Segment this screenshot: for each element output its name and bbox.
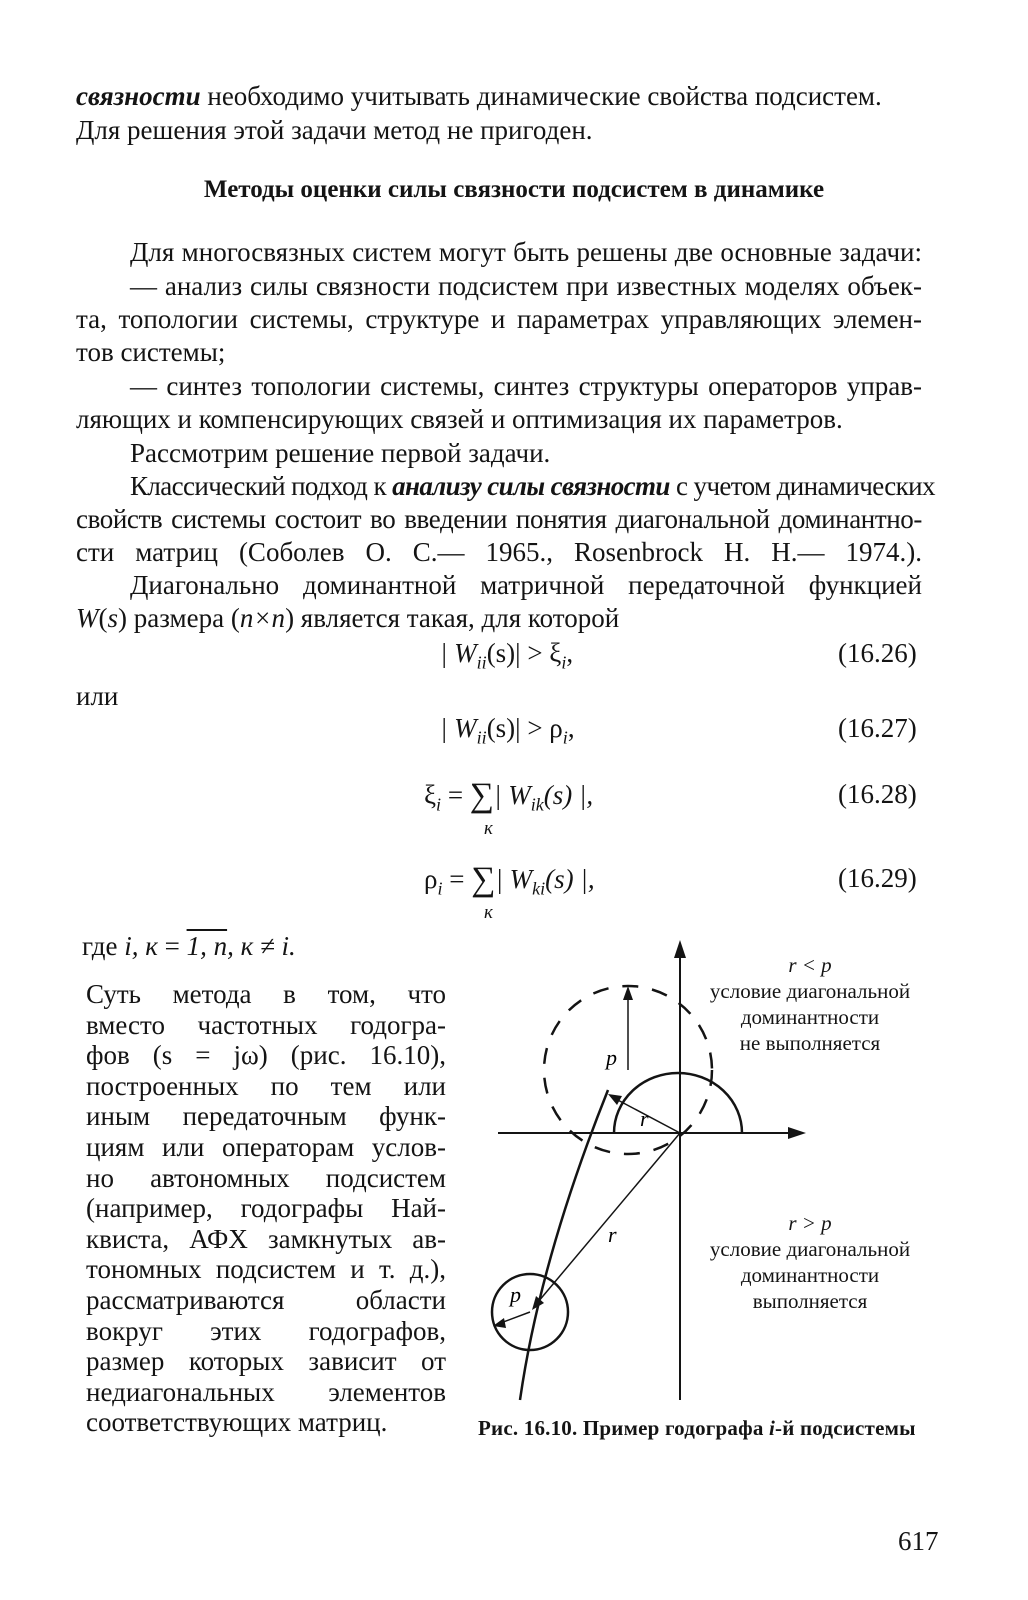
left-column-line: вместо частотных годогра-	[86, 1009, 446, 1040]
figure-annotation-bottom	[700, 1210, 920, 1314]
equation-16-29	[424, 862, 595, 904]
caption-i: i	[769, 1416, 776, 1440]
where-range: 1, n	[186, 931, 228, 961]
distance-r-bottom	[538, 1133, 680, 1302]
left-column-line: квиста, АФХ замкнутых ав-	[86, 1223, 446, 1254]
hodograph-curve	[520, 1090, 608, 1400]
eq3-lhs: ξ	[424, 780, 437, 810]
equation-number-16-28: (16.28)	[838, 779, 917, 809]
eq1-sub: ii	[476, 652, 487, 673]
p4-rest: ) является такая, для которой	[285, 603, 620, 633]
eq3-inner: | W	[494, 780, 531, 810]
eq4-sum-index: к	[484, 902, 493, 923]
where-cond: , к ≠ i.	[227, 931, 296, 961]
left-column-line: (например, годографы Най-	[86, 1193, 446, 1224]
eq1-arg: (s)| > ξ	[486, 638, 562, 668]
caption-text-b: -й подсистемы	[775, 1416, 916, 1440]
eq4-arg: (s) |,	[545, 864, 595, 894]
paragraph-3-line-3: сти матриц (Соболев О. С.— 1965., Rosenbrock H. H.— 1974.).	[76, 537, 922, 567]
intro-line-1-rest: необходимо учитывать динамические свойства подсистем.	[200, 81, 882, 111]
section-heading: Методы оценки силы связности подсистем в динамике	[203, 176, 825, 203]
left-column-line: недиагональных элементов	[86, 1376, 446, 1407]
eq4-sub: ki	[532, 878, 546, 899]
small-semicircle-arc	[614, 1073, 742, 1133]
left-column-line: циям или операторам услов-	[86, 1132, 446, 1162]
figure-caption	[478, 1416, 916, 1441]
left-column-line: тономных подсистем и т. д.),	[86, 1254, 446, 1285]
p4-w: W	[76, 603, 99, 633]
bullet-1-line-3: тов системы;	[76, 337, 226, 367]
paragraph-3-line-1	[130, 470, 935, 502]
annotation-top-line-2: доминантности	[740, 1005, 880, 1029]
eq4-subl: i	[437, 878, 443, 899]
intro-line-2: Для решения этой задачи метод не пригоден.	[76, 115, 593, 145]
eq2-arg: (s)| > ρ	[486, 713, 563, 743]
equation-16-28	[424, 778, 593, 820]
p4-nxn: n×n	[239, 603, 286, 633]
eq1-tail: ,	[566, 638, 574, 668]
intro-emphasis: связности	[76, 81, 201, 111]
eq3-sum: ∑	[469, 777, 495, 814]
eq4-sum: ∑	[471, 861, 496, 898]
label-r-top: r	[640, 1106, 649, 1131]
p4-size: ) размера (	[118, 603, 240, 633]
where-vars: i, к	[124, 931, 158, 961]
equation-16-26	[440, 637, 573, 678]
eq4-eq: =	[442, 864, 472, 894]
label-p-top: p	[606, 1045, 617, 1070]
eq3-sum-index: к	[484, 818, 493, 839]
equation-number-16-27: (16.27)	[838, 713, 917, 743]
where-eq: =	[157, 931, 187, 961]
annotation-bottom-line-2: доминантности	[740, 1263, 880, 1287]
eq1-subr: i	[561, 652, 567, 673]
eq3-subl: i	[436, 794, 442, 815]
left-column-line: соответствующих матриц.	[86, 1407, 388, 1438]
bullet-2-line-1: — синтез топологии системы, синтез структуры операторов управ-	[130, 371, 922, 401]
p4-s: s	[107, 603, 119, 633]
label-p-bottom: p	[510, 1282, 521, 1307]
equation-number-16-26: (16.26)	[838, 638, 917, 668]
vertical-axis-arrow	[674, 940, 686, 958]
eq2-sub: ii	[476, 727, 487, 748]
bullet-1-line-1: — анализ силы связности подсистем при известных моделях объек-	[130, 271, 922, 301]
left-column-line: фов (s = jω) (рис. 16.10),	[86, 1040, 446, 1071]
bullet-2-line-2: ляющих и компенсирующих связей и оптимизация их параметров.	[76, 404, 843, 434]
eq4-inner: | W	[495, 864, 533, 894]
p3-text-a: Классический подход к	[130, 471, 393, 501]
distance-r-top-arrow	[608, 1094, 622, 1105]
eq3-arg: (s) |,	[543, 780, 594, 810]
bullet-1-line-2: та, топологии системы, структуре и параметрах управляющих элемен-	[76, 304, 922, 334]
where-word: где	[82, 931, 125, 961]
annotation-top-line-3: не выполняется	[739, 1031, 881, 1055]
figure-annotation-top	[700, 952, 920, 1056]
paragraph-4-line-1: Диагонально доминантной матричной передаточной функцией	[130, 570, 922, 600]
eq3-eq: =	[441, 780, 470, 810]
eq2-lhs: | W	[440, 713, 477, 743]
eq3-sub: ik	[530, 794, 544, 815]
paragraph-1: Для многосвязных систем могут быть решены две основные задачи:	[130, 237, 922, 267]
left-column-line: иным передаточным функ-	[86, 1101, 446, 1132]
label-r-bottom: r	[608, 1222, 617, 1247]
annotation-bottom-line-1: условие диагональной	[709, 1237, 911, 1261]
radius-p-top-arrow	[623, 986, 633, 1000]
annotation-top-relation: r < p	[788, 953, 832, 977]
page-number: 617	[898, 1526, 939, 1556]
annotation-bottom-relation: r > p	[788, 1211, 832, 1235]
eq1-lhs: | W	[440, 638, 477, 668]
left-column-line: построенных по тем или	[86, 1070, 446, 1101]
p3-emphasis: анализу силы связности	[392, 471, 670, 501]
eq4-lhs: ρ	[424, 864, 438, 894]
equation-16-27	[440, 712, 575, 753]
annotation-top-line-1: условие диагональной	[709, 979, 911, 1003]
horizontal-axis-arrow	[788, 1127, 806, 1139]
paragraph-3-line-2: свойств системы состоит во введении понятия диагональной доминантно-	[76, 504, 922, 534]
where-line	[82, 930, 296, 962]
eq2-subr: i	[562, 727, 568, 748]
paragraph-2: Рассмотрим решение первой задачи.	[130, 438, 551, 468]
annotation-bottom-line-3: выполняется	[752, 1289, 868, 1313]
intro-line-1	[76, 80, 922, 112]
equation-number-16-29: (16.29)	[838, 863, 917, 893]
or-word: или	[76, 681, 119, 711]
left-column-line: но автономных подсистем	[86, 1162, 446, 1193]
left-column-line: Суть метода в том, что	[86, 979, 446, 1009]
caption-text-a: Рис. 16.10. Пример годографа	[478, 1416, 769, 1440]
left-column-line: размер которых зависит от	[86, 1346, 446, 1377]
eq2-tail: ,	[567, 713, 575, 743]
paragraph-4-line-2	[76, 602, 619, 634]
p3-text-b: с учетом динамических	[669, 471, 935, 501]
p4-paren: (	[98, 603, 108, 633]
left-column-line: вокруг этих годографов,	[86, 1315, 446, 1346]
left-column-line: рассматриваются области	[86, 1285, 446, 1315]
